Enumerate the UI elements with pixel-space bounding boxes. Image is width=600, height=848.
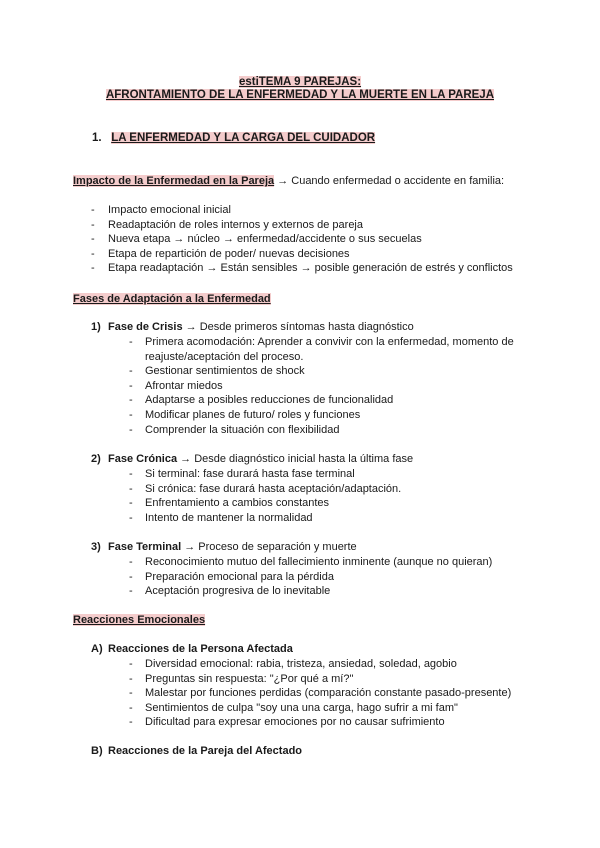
phase-3-list [145, 555, 492, 599]
list-item: - Comprender la situación con flexibilidad [145, 423, 520, 438]
phase-2-list [145, 467, 401, 525]
list-item: - Dificultad para expresar emociones por no causar sufrimiento [145, 715, 511, 730]
phase-3-heading: 3) Fase Terminal → Proceso de separación y muerte [91, 541, 357, 553]
list-item: - Si terminal: fase durará hasta fase terminal [145, 467, 401, 482]
phase-1-heading: 1) Fase de Crisis → Desde primeros síntomas hasta diagnóstico [91, 321, 414, 333]
impacto-heading-line: Impacto de la Enfermedad en la Pareja → Cuando enfermedad o accidente en familia: [73, 175, 505, 187]
section-1-heading: 1. LA ENFERMEDAD Y LA CARGA DEL CUIDADOR [92, 132, 376, 144]
list-item: - Si crónica: fase durará hasta aceptación/adaptación. [145, 482, 401, 497]
list-item: - Sentimientos de culpa "soy una una carga, hago sufrir a mi fam" [145, 701, 511, 716]
phase-2-heading: 2) Fase Crónica → Desde diagnóstico inicial hasta la última fase [91, 453, 414, 465]
list-item: - Intento de mantener la normalidad [145, 511, 401, 526]
list-item: - Nueva etapa → núcleo → enfermedad/accidente o sus secuelas [108, 232, 513, 247]
list-item: - Reconocimiento mutuo del fallecimiento inminente (aunque no quieran) [145, 555, 492, 570]
fases-heading: Fases de Adaptación a la Enfermedad [73, 293, 271, 305]
list-item: - Adaptarse a posibles reducciones de funcionalidad [145, 393, 520, 408]
list-item: - Modificar planes de futuro/ roles y funciones [145, 408, 520, 423]
list-item: - Etapa de repartición de poder/ nuevas decisiones [108, 247, 513, 262]
list-item: - Enfrentamiento a cambios constantes [145, 496, 401, 511]
impacto-list [108, 203, 513, 276]
list-item: - Malestar por funciones perdidas (comparación constante pasado-presente) [145, 686, 511, 701]
list-item: - Preparación emocional para la pérdida [145, 570, 492, 585]
list-item: - Readaptación de roles internos y externos de pareja [108, 218, 513, 233]
document-title: estiTEMA 9 PAREJAS: [238, 76, 362, 88]
list-item: - Gestionar sentimientos de shock [145, 364, 520, 379]
list-item: - Primera acomodación: Aprender a convivir con la enfermedad, momento de reajuste/aceptación del proceso. [145, 335, 520, 364]
list-item: - Impacto emocional inicial [108, 203, 513, 218]
list-item: - Aceptación progresiva de lo inevitable [145, 584, 492, 599]
list-item: - Etapa readaptación → Están sensibles → posible generación de estrés y conflictos [108, 261, 513, 276]
list-item: - Preguntas sin respuesta: "¿Por qué a mí?" [145, 672, 511, 687]
reacciones-b-heading: B) Reacciones de la Pareja del Afectado [91, 745, 303, 757]
list-item: - Diversidad emocional: rabia, tristeza, ansiedad, soledad, agobio [145, 657, 511, 672]
phase-1-list [145, 335, 520, 437]
list-item: - Afrontar miedos [145, 379, 520, 394]
document-subtitle: AFRONTAMIENTO DE LA ENFERMEDAD Y LA MUERTE EN LA PAREJA [105, 89, 495, 101]
reacciones-heading: Reacciones Emocionales [73, 614, 206, 626]
reacciones-a-heading: A) Reacciones de la Persona Afectada [91, 643, 293, 655]
reacciones-a-list [145, 657, 511, 730]
